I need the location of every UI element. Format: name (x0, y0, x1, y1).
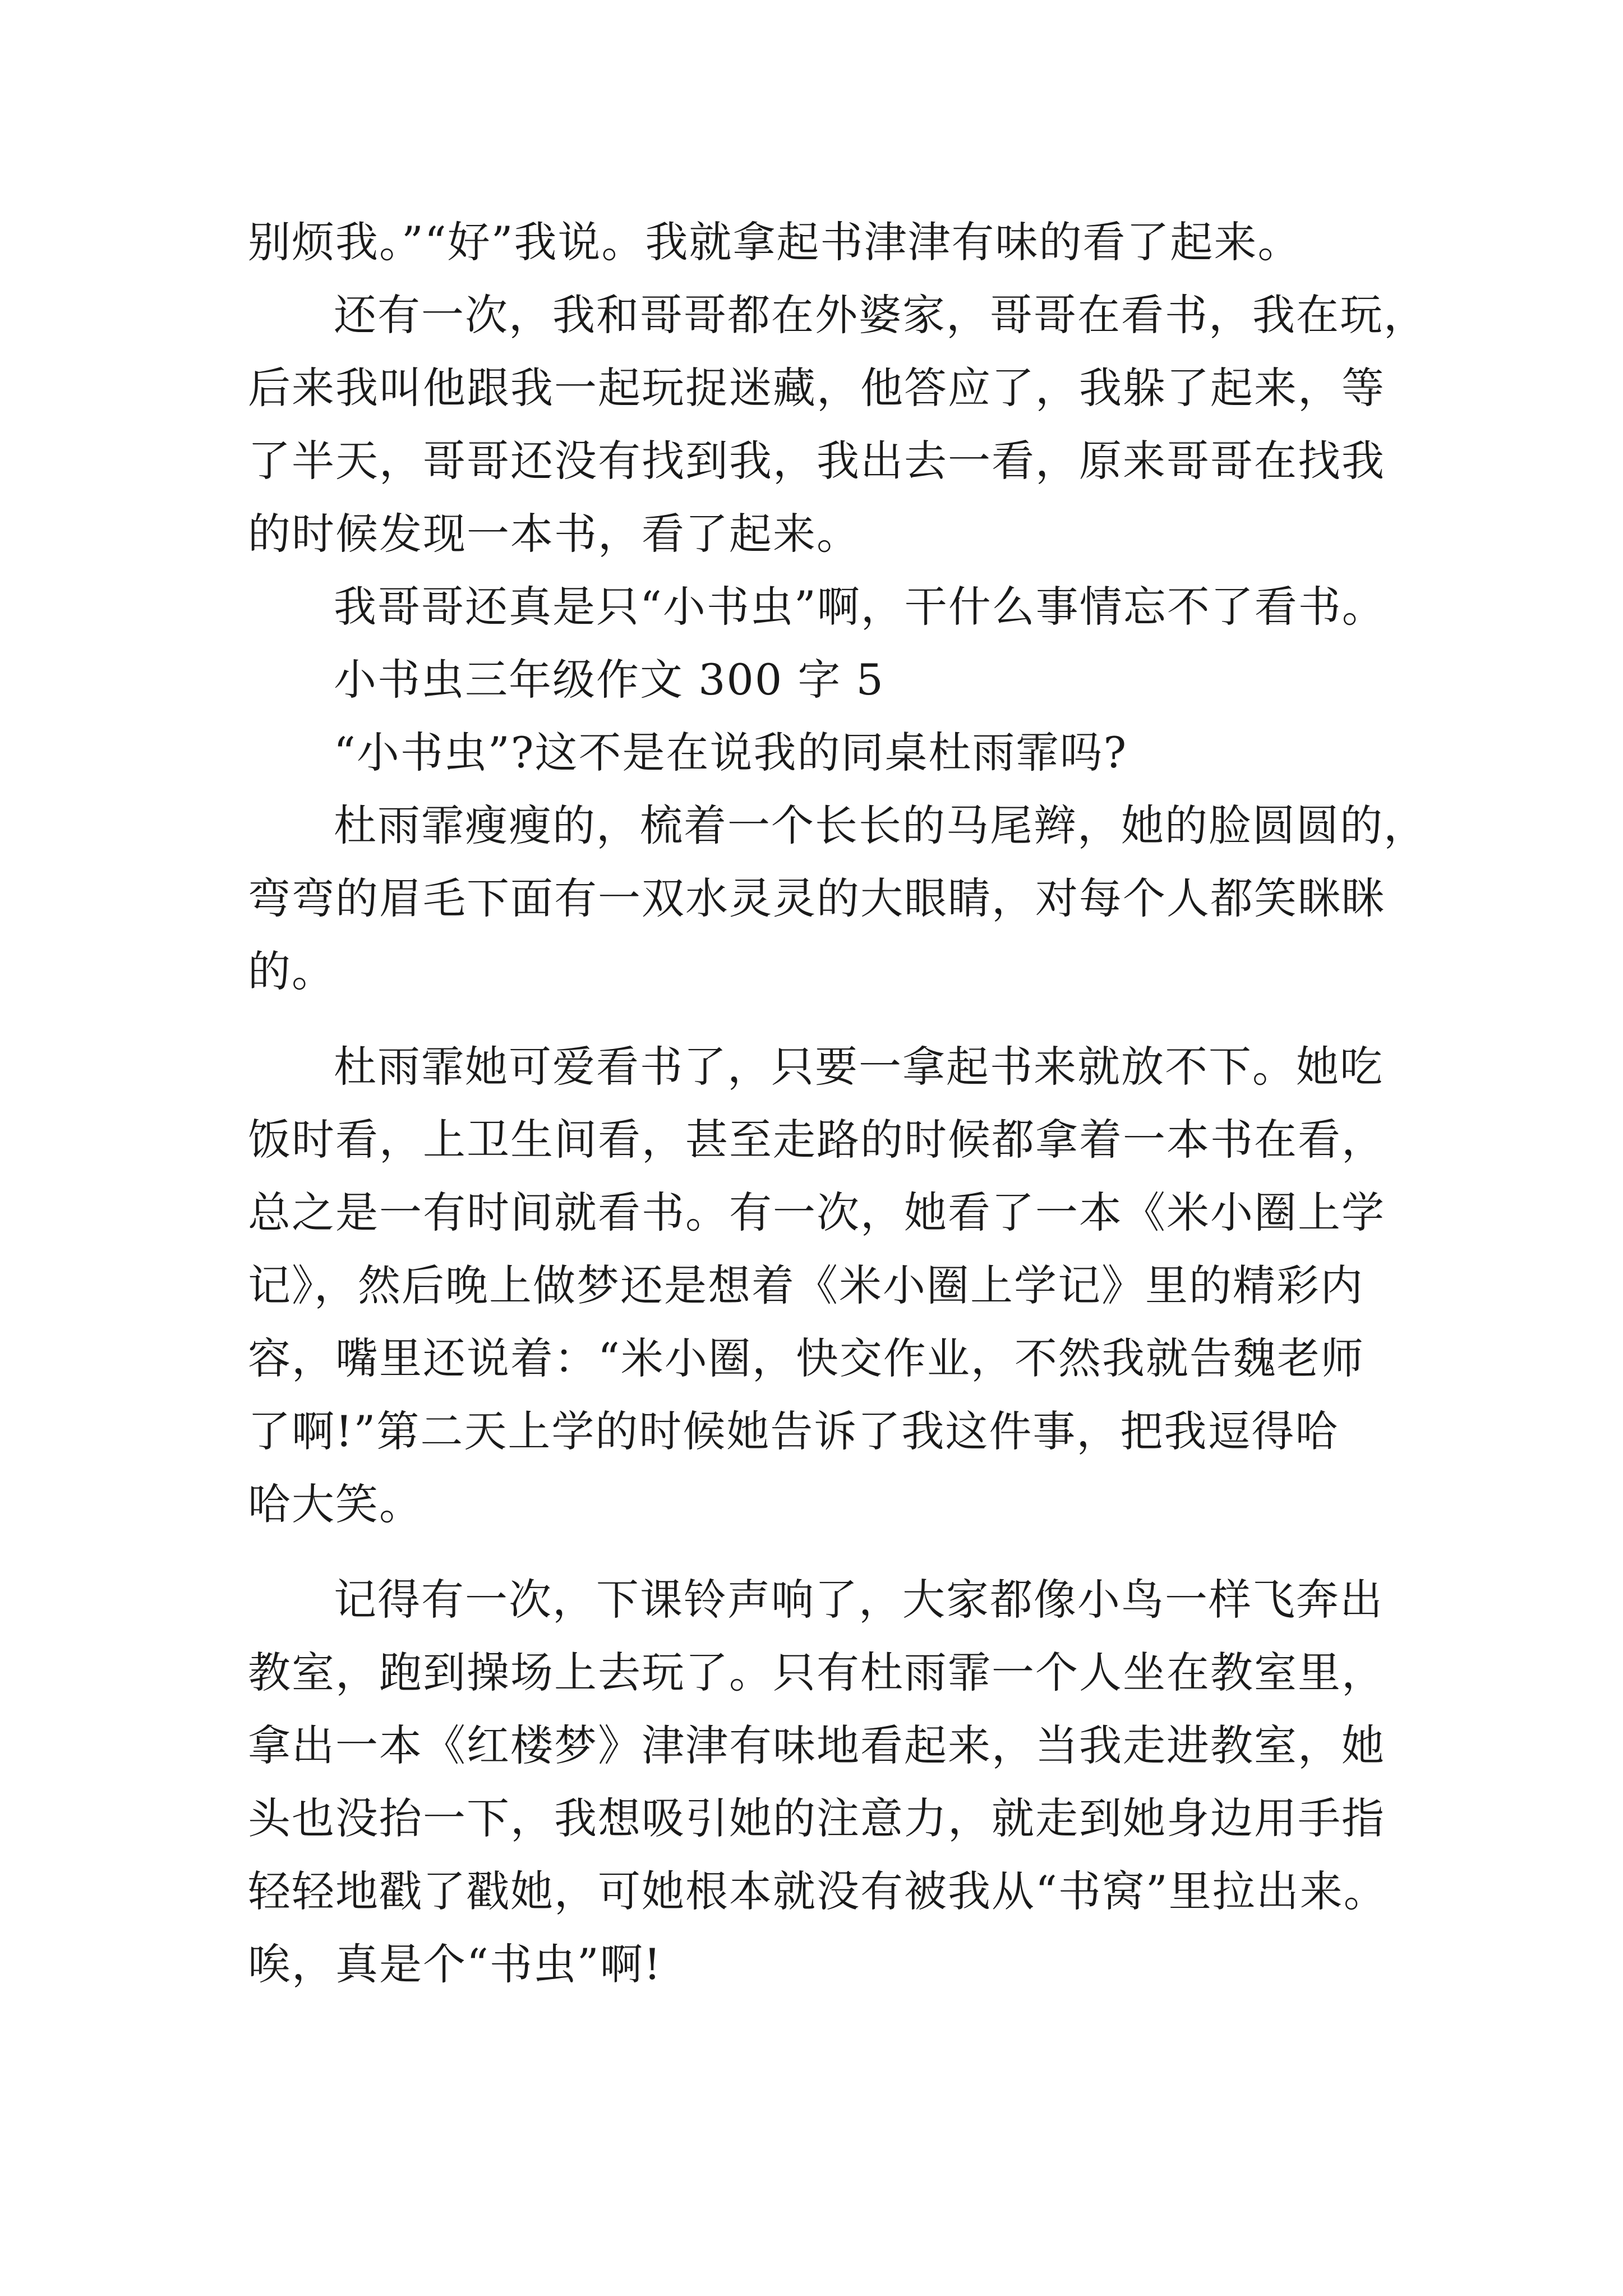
text-line: 饭时看，上卫生间看，甚至走路的时候都拿着一本书在看， (248, 1115, 1385, 1165)
text-line: 了半天，哥哥还没有找到我，我出去一看，原来哥哥在找我 (248, 436, 1385, 486)
text-line: 头也没抬一下，我想吸引她的注意力，就走到她身边用手指 (248, 1793, 1385, 1843)
text-line: 了啊!”第二天上学的时候她告诉了我这件事，把我逗得哈 (248, 1406, 1339, 1456)
text-line: 杜雨霏瘦瘦的，梳着一个长长的马尾辫，她的脸圆圆的， (334, 800, 1427, 850)
section-title: 小书虫三年级作文 300 字 5 (334, 655, 884, 705)
text-line: 轻轻地戳了戳她，可她根本就没有被我从“书窝”里拉出来。 (248, 1866, 1387, 1916)
text-line: 唉，真是个“书虫”啊! (248, 1939, 662, 1989)
text-line: 弯弯的眉毛下面有一双水灵灵的大眼睛，对每个人都笑眯眯 (248, 873, 1385, 923)
text-line: 的。 (248, 946, 335, 996)
text-line: 教室，跑到操场上去玩了。只有杜雨霏一个人坐在教室里， (248, 1648, 1385, 1697)
text-line: 我哥哥还真是只“小书虫”啊，干什么事情忘不了看书。 (334, 582, 1386, 632)
text-line: 拿出一本《红楼梦》津津有味地看起来，当我走进教室，她 (248, 1720, 1385, 1770)
text-line: “小书虫”?这不是在说我的同桌杜雨霏吗? (334, 728, 1128, 777)
text-line: 哈大笑。 (248, 1479, 423, 1529)
text-line: 的时候发现一本书，看了起来。 (248, 509, 860, 559)
text-line: 总之是一有时间就看书。有一次，她看了一本《米小圈上学 (248, 1188, 1385, 1237)
text-line: 别烦我。”“好”我说。我就拿起书津津有味的看了起来。 (248, 217, 1302, 267)
text-line: 杜雨霏她可爱看书了，只要一拿起书来就放不下。她吃 (334, 1042, 1384, 1092)
text-line: 还有一次，我和哥哥都在外婆家，哥哥在看书，我在玩， (334, 290, 1427, 340)
text-line: 容，嘴里还说着：“米小圈，快交作业，不然我就告魏老师 (248, 1333, 1364, 1383)
text-line: 记》，然后晚上做梦还是想着《米小圈上学记》里的精彩内 (248, 1260, 1364, 1310)
text-line: 记得有一次，下课铃声响了，大家都像小鸟一样飞奔出 (334, 1575, 1384, 1625)
text-line: 后来我叫他跟我一起玩捉迷藏，他答应了，我躲了起来，等 (248, 363, 1385, 413)
